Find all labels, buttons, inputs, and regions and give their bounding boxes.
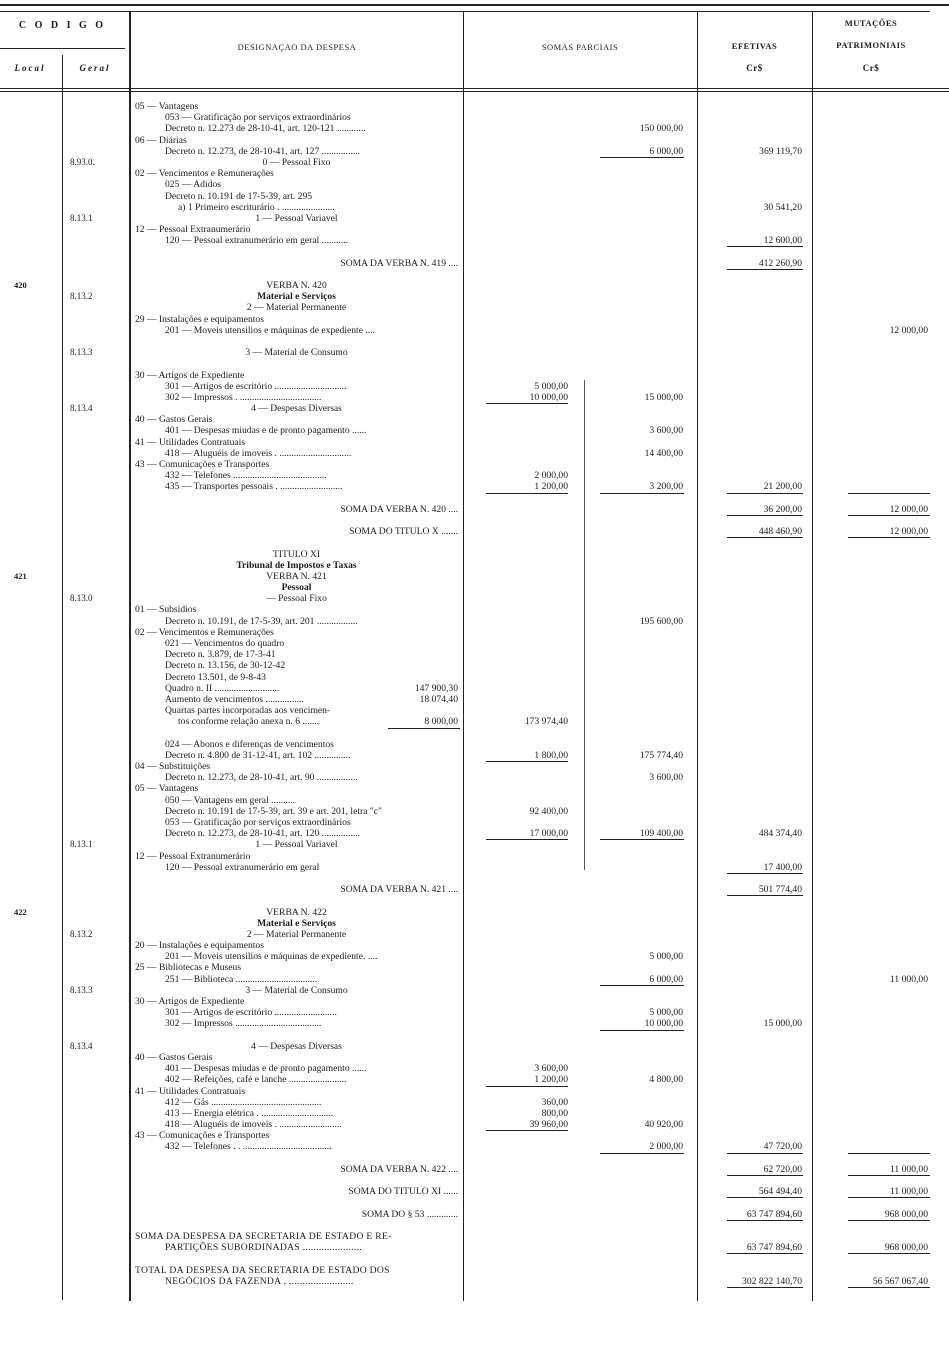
table-row	[0, 146, 949, 157]
partial-sum-2: 175 774,40	[639, 749, 683, 761]
designation: 0 — Pessoal Fixo	[262, 156, 331, 168]
table-row	[0, 907, 949, 918]
designation: 021 — Vencimentos do quadro	[165, 638, 285, 649]
table-row	[0, 414, 949, 425]
designation: 43 — Comunicações e Transportes	[135, 1130, 270, 1142]
header-somas-parciais: SOMAS PARCIAIS	[541, 42, 619, 52]
designation: VERBA N. 421	[266, 570, 327, 582]
designation: 29 — Instalações e equipamentos	[135, 313, 264, 325]
designation: 201 — Moveis utensilios e máquinas de expediente. ....	[165, 951, 378, 963]
table-row	[0, 806, 949, 817]
designation: Decreto n. 10.191, de 17-5-39, art. 201 .................	[165, 615, 358, 627]
header-efetivas-unit: Cr$	[746, 63, 763, 73]
partial-sum-2: 4 800,00	[649, 1074, 683, 1086]
table-row	[0, 1097, 949, 1108]
table-row	[0, 1119, 949, 1130]
spacer-row	[0, 1220, 949, 1231]
partial-sum-2: 3 200,00	[649, 481, 683, 493]
designation: 050 — Vantagens em geral ..........	[165, 794, 296, 806]
designation: 12 — Pessoal Extranumerário	[135, 224, 251, 236]
designation: SOMA DO § 53 .............	[361, 1208, 458, 1220]
table-row	[0, 470, 949, 481]
header-mutacoes: MUTAÇÕES	[844, 18, 898, 28]
table-row	[0, 224, 949, 235]
spacer-row	[0, 493, 949, 504]
partial-sum-1: 173 974,40	[524, 716, 568, 728]
efetivas-value: 47 720,00	[763, 1141, 802, 1153]
designation: 435 — Transportes pessoais . ..........................	[165, 481, 343, 493]
table-row	[0, 1086, 949, 1097]
designation: 3 — Material de Consumo	[245, 984, 348, 996]
geral-code: 8.13.1	[70, 839, 93, 850]
spacer-row	[0, 895, 949, 906]
mutacoes-value: 11 000,00	[889, 1186, 928, 1198]
table-row	[0, 795, 949, 806]
partial-sum-2: 15 000,00	[644, 391, 683, 403]
mutacoes-value: 11 000,00	[889, 1163, 928, 1175]
designation: Decreto n. 13.156, de 30-12-42	[165, 660, 286, 672]
table-row	[0, 940, 949, 951]
designation: 120 — Pessoal extranumerário em geral ...........	[165, 235, 349, 247]
designation: 302 — Impressos . ..................................	[165, 391, 322, 403]
designation: Decreto n. 10.191 de 17-5-39, art. 295	[165, 190, 313, 202]
partial-sum-2: 14 400,00	[644, 447, 683, 459]
designation: SOMA DA DESPESA DA SECRETARIA DE ESTADO E RE-	[135, 1230, 392, 1242]
designation: VERBA N. 420	[266, 280, 327, 291]
table-row	[0, 962, 949, 973]
designation: 024 — Abonos e diferenças de vencimentos	[165, 738, 334, 750]
total-row	[0, 1164, 949, 1175]
table-row	[0, 638, 949, 649]
designation: Material e Serviços	[257, 917, 336, 929]
total-row	[0, 258, 949, 269]
inline-value: 18 074,40	[419, 693, 458, 705]
table-row	[0, 1265, 949, 1276]
partial-sum-2: 3 600,00	[649, 425, 683, 437]
partial-sum-1: 1 200,00	[534, 481, 568, 493]
table-row	[0, 381, 949, 392]
designation: 40 — Gastos Gerais	[135, 1051, 213, 1063]
spacer-row	[0, 728, 949, 739]
table-row	[0, 481, 949, 492]
header-top-rule	[0, 11, 930, 12]
efetivas-value: 12 600,00	[763, 235, 802, 247]
partial-sum-2: 2 000,00	[649, 1141, 683, 1153]
designation: 04 — Substituições	[135, 761, 211, 773]
designation: 40 — Gastos Gerais	[135, 414, 213, 426]
efetivas-value: 62 720,00	[763, 1163, 802, 1175]
table-row	[0, 918, 949, 929]
geral-code: 8.93.0.	[70, 156, 95, 167]
geral-code: 8.13.2	[70, 928, 93, 939]
table-row	[0, 694, 949, 705]
efetivas-value: 21 200,00	[763, 481, 802, 493]
designation: Quartas partes incorporadas aos vencimen-	[165, 705, 331, 717]
designation: 432 — Telefones .......................................	[165, 470, 327, 482]
spacer-row	[0, 336, 949, 347]
header-codigo: C O D I G O	[18, 20, 107, 31]
designation: 12 — Pessoal Extranumerário	[135, 850, 251, 862]
table-row	[0, 985, 949, 996]
designation: 30 — Artigos de Expediente	[135, 369, 245, 381]
table-row	[0, 839, 949, 850]
designation: Decreto n. 12.273, de 28-10-41, art. 120 ................	[165, 828, 361, 840]
designation: 30 — Artigos de Expediente	[135, 996, 245, 1007]
designation: Decreto n. 3.879, de 17-3-41	[165, 649, 276, 661]
designation: 412 — Gás ..............................................	[165, 1096, 322, 1108]
table-row	[0, 1141, 949, 1152]
designation: 418 — Aluguéis de imoveis . ..............................	[165, 447, 352, 459]
table-row	[0, 280, 949, 291]
partial-sum-2: 6 000,00	[649, 145, 683, 157]
table-row	[0, 1063, 949, 1074]
designation: 20 — Instalações e equipamentos	[135, 940, 264, 952]
geral-code: 8.13.4	[70, 1040, 93, 1051]
header-local: Local	[14, 63, 46, 73]
designation: 41 — Utilidades Contratuais	[135, 436, 246, 448]
partial-sum-1: 1 200,00	[534, 1074, 568, 1086]
partial-sum-1: 2 000,00	[534, 470, 568, 482]
geral-code: 8.13.2	[70, 291, 93, 302]
table-row	[0, 202, 949, 213]
table-row	[0, 974, 949, 985]
table-row	[0, 157, 949, 168]
designation: 201 — Moveis utensilios e máquinas de expediente ....	[165, 324, 375, 336]
efetivas-value: 412 260,90	[758, 257, 802, 269]
partial-sum-2: 5 000,00	[649, 951, 683, 963]
partial-sum-1: 360,00	[541, 1096, 568, 1108]
designation: 3 — Material de Consumo	[245, 347, 348, 359]
header-geral: Geral	[79, 63, 111, 73]
designation: 401 — Despesas miudas e de pronto pagamento ......	[165, 1063, 367, 1075]
designation: 413 — Energia elétrica . ..............................	[165, 1107, 334, 1119]
designation: 43 — Comunicações e Transportes	[135, 459, 270, 470]
total-row	[0, 1209, 949, 1220]
spacer-row	[0, 1197, 949, 1208]
spacer-row	[0, 269, 949, 280]
total-rule	[727, 1287, 803, 1288]
partial-sum-1: 5 000,00	[534, 380, 568, 392]
geral-code: 8.13.3	[70, 347, 93, 358]
table-row	[0, 448, 949, 459]
table-row	[0, 1052, 949, 1063]
designation: Decreto n. 4.800 de 31-12-41, art. 102 ...............	[165, 749, 351, 761]
designation: Aumento de vencimentos ................	[165, 693, 304, 705]
table-row	[0, 750, 949, 761]
efetivas-value: 63 747 894,60	[746, 1208, 802, 1220]
designation: Decreto n. 12.273, de 28-10-41, art. 127 ................	[165, 145, 361, 157]
designation: 2 — Material Permanente	[246, 928, 347, 940]
table-row	[0, 425, 949, 436]
table-row	[0, 179, 949, 190]
designation: a) 1 Primeiro escriturário . ......................	[178, 201, 335, 213]
mutacoes-value: 12 000,00	[889, 503, 928, 515]
table-row	[0, 862, 949, 873]
table-row	[0, 123, 949, 134]
designation: 02 — Vencimentos e Remunerações	[135, 626, 274, 638]
header-efetivas: EFETIVAS	[731, 41, 778, 51]
table-row	[0, 1231, 949, 1242]
efetivas-value: 63 747 894,60	[746, 1242, 802, 1254]
table-row	[0, 403, 949, 414]
efetivas-value: 17 400,00	[763, 861, 802, 873]
inline-value: 8 000,00	[424, 716, 458, 728]
designation: Pessoal	[281, 582, 312, 594]
designation: tos conforme relação anexa n. 6 .......	[178, 716, 320, 728]
partial-sum-2: 10 000,00	[644, 1018, 683, 1030]
designation: PARTIÇÕES SUBORDINADAS ......................	[165, 1242, 363, 1254]
designation: 301 — Artigos de escritório ..........................	[165, 1007, 337, 1019]
efetivas-value: 369 119,70	[759, 145, 802, 157]
designation: Decreto n. 12.273 de 28-10-41, art. 120-121 ............	[165, 123, 366, 135]
total-row	[0, 1186, 949, 1197]
designation: Decreto n. 12.273, de 28-10-41, art. 90 .................	[165, 772, 358, 784]
mutacoes-value: 12 000,00	[889, 526, 928, 538]
efetivas-value: 448 460,90	[758, 526, 802, 538]
designation: 302 — Impressos ....................................	[165, 1018, 322, 1030]
designation: 120 — Pessoal extranumerário em geral	[165, 861, 320, 873]
codigo-divider	[0, 48, 125, 49]
table-row	[0, 314, 949, 325]
table-row	[0, 828, 949, 839]
designation: 25 — Bibliotecas e Museus	[135, 962, 242, 974]
table-row	[0, 560, 949, 571]
designation: 053 — Gratificação por serviços extraordinários	[165, 817, 351, 828]
table-row	[0, 761, 949, 772]
mutacoes-value: 968 000,00	[884, 1208, 928, 1220]
spacer-row	[0, 1030, 949, 1041]
total-rule	[848, 1287, 930, 1288]
table-row	[0, 135, 949, 146]
table-row	[0, 325, 949, 336]
table-row	[0, 851, 949, 862]
mutacoes-value: 12 000,00	[889, 324, 928, 336]
geral-code: 8.13.4	[70, 403, 93, 414]
total-row	[0, 504, 949, 515]
table-row	[0, 616, 949, 627]
partial-sum-2: 195 600,00	[639, 615, 683, 627]
designation: 301 — Artigos de escritório ..............................	[165, 380, 347, 392]
table-row	[0, 951, 949, 962]
table-row	[0, 1074, 949, 1085]
header-bottom-rule	[0, 88, 949, 89]
table-row	[0, 772, 949, 783]
partial-sum-2: 6 000,00	[649, 973, 683, 985]
efetivas-value: 30 541,20	[763, 201, 802, 213]
efetivas-value: 484 374,40	[758, 828, 802, 840]
table-row	[0, 649, 949, 660]
table-row	[0, 660, 949, 671]
designation: Decreto n. 10.191 de 17-5-39, art. 39 e art. 201, letra "c"	[165, 805, 382, 817]
expense-table-body	[0, 101, 949, 1287]
spacer-row	[0, 537, 949, 548]
designation: Material e Serviços	[257, 291, 336, 303]
designation: Tribunal de Impostos e Taxas	[236, 559, 357, 571]
partial-sum-2: 3 600,00	[649, 772, 683, 784]
geral-code: 8.13.1	[70, 212, 93, 223]
designation: 01 — Subsidios	[135, 604, 197, 616]
partial-sum-1: 92 400,00	[529, 805, 568, 817]
header-patrimoniais: PATRIMONIAIS	[836, 40, 906, 50]
mutacoes-value: 968 000,00	[884, 1242, 928, 1254]
table-row	[0, 291, 949, 302]
table-row	[0, 1108, 949, 1119]
table-row	[0, 705, 949, 716]
designation: NEGÓCIOS DA FAZENDA . ........................	[165, 1275, 354, 1287]
partial-sum-2: 109 400,00	[639, 828, 683, 840]
table-row	[0, 168, 949, 179]
designation: SOMA DA VERBA N. 421 ....	[340, 884, 458, 896]
table-row	[0, 112, 949, 123]
table-row	[0, 191, 949, 202]
partial-sum-2: 40 920,00	[644, 1119, 683, 1131]
table-row	[0, 672, 949, 683]
header-designacao: DESIGNAÇAO DA DESPESA	[237, 42, 357, 52]
designation: 053 — Gratificação por serviços extraordinários	[165, 112, 351, 124]
table-row	[0, 627, 949, 638]
table-row	[0, 683, 949, 694]
designation: Decreto 13.501, de 9-8-43	[165, 671, 266, 683]
designation: SOMA DO TITULO XI ......	[348, 1186, 458, 1198]
designation: 025 — Adidos	[165, 179, 221, 191]
designation: 2 — Material Permanente	[246, 302, 347, 314]
table-row	[0, 996, 949, 1007]
designation: 06 — Diárias	[135, 134, 187, 146]
table-row	[0, 347, 949, 358]
top-rule	[0, 4, 949, 6]
partial-sum-1: 17 000,00	[529, 828, 568, 840]
efetivas-value: 36 200,00	[763, 503, 802, 515]
designation: 02 — Vencimentos e Remunerações	[135, 168, 274, 180]
table-row	[0, 593, 949, 604]
spacer-row	[0, 1253, 949, 1264]
table-row	[0, 213, 949, 224]
total-row	[0, 884, 949, 895]
designation: 418 — Aluguéis de imoveis . ..........................	[165, 1119, 342, 1131]
efetivas-value: 501 774,40	[758, 884, 802, 896]
partial-sum-1: 1 800,00	[534, 749, 568, 761]
table-row	[0, 571, 949, 582]
table-row	[0, 739, 949, 750]
designation: TITULO XI	[272, 548, 321, 560]
designation: 41 — Utilidades Contratuais	[135, 1085, 246, 1097]
header-mutacoes-unit: Cr$	[862, 63, 880, 73]
header-bottom-rule-2	[0, 91, 949, 92]
local-code: 420	[14, 280, 27, 290]
partial-sum-2: 5 000,00	[649, 1007, 683, 1019]
table-row	[0, 1130, 949, 1141]
designation: 05 — Vantagens	[135, 101, 199, 112]
efetivas-value: 15 000,00	[763, 1018, 802, 1030]
table-row	[0, 1041, 949, 1052]
partial-sum-1: 800,00	[541, 1107, 568, 1119]
designation: 251 — Biblioteca ..................................	[165, 973, 318, 985]
total-row	[0, 526, 949, 537]
designation: SOMA DA VERBA N. 419 ....	[340, 257, 458, 269]
designation: SOMA DA VERBA N. 420 ....	[340, 503, 458, 515]
table-row	[0, 437, 949, 448]
spacer-row	[0, 1175, 949, 1186]
spacer-row	[0, 873, 949, 884]
designation: 05 — Vantagens	[135, 783, 199, 795]
table-row	[0, 604, 949, 615]
designation: TOTAL DA DESPESA DA SECRETARIA DE ESTADO DOS	[135, 1264, 390, 1276]
designation: 402 — Refeições, café e lanche ........................	[165, 1074, 347, 1086]
table-row	[0, 929, 949, 940]
efetivas-value: 564 494,40	[758, 1186, 802, 1198]
table-row	[0, 392, 949, 403]
partial-sum-2: 150 000,00	[639, 123, 683, 135]
table-row	[0, 101, 949, 112]
partial-sum-1: 39 960,00	[529, 1119, 568, 1131]
table-row	[0, 1018, 949, 1029]
inline-value: 147 900,30	[414, 682, 458, 694]
table-row	[0, 459, 949, 470]
geral-code: 8.13.3	[70, 984, 93, 995]
designation: SOMA DA VERBA N. 422 ....	[340, 1163, 458, 1175]
table-row	[0, 783, 949, 794]
mutacoes-value: 56 567 067,40	[872, 1275, 928, 1287]
designation: Quadro n. II ...........................	[165, 682, 280, 694]
geral-code: 8.13.0	[70, 593, 93, 604]
designation: 4 — Despesas Diversas	[251, 403, 342, 415]
partial-sum-1: 3 600,00	[534, 1063, 568, 1075]
designation: 432 — Telefones . . .....................................	[165, 1141, 332, 1153]
designation: SOMA DO TITULO X .......	[349, 526, 458, 538]
table-row	[0, 549, 949, 560]
spacer-row	[0, 246, 949, 257]
mutacoes-value: 11 000,00	[889, 973, 928, 985]
table-row	[0, 1007, 949, 1018]
partial-sum-1: 10 000,00	[529, 391, 568, 403]
designation: 1 — Pessoal Variavel	[255, 212, 338, 224]
spacer-row	[0, 515, 949, 526]
designation: 1 — Pessoal Variavel	[255, 839, 338, 851]
table-row	[0, 302, 949, 313]
efetivas-value: 302 822 140,70	[742, 1275, 802, 1287]
designation: 4 — Despesas Diversas	[251, 1040, 342, 1052]
table-row	[0, 582, 949, 593]
table-row	[0, 1276, 949, 1287]
table-row	[0, 817, 949, 828]
table-row	[0, 370, 949, 381]
local-code: 421	[14, 570, 27, 581]
spacer-row	[0, 358, 949, 369]
designation: VERBA N. 422	[266, 906, 327, 918]
table-row	[0, 235, 949, 246]
table-row	[0, 1242, 949, 1253]
spacer-row	[0, 1153, 949, 1164]
designation: — Pessoal Fixo	[266, 593, 327, 605]
designation: 401 — Despesas miudas e de pronto pagamento ......	[165, 425, 367, 437]
local-code: 422	[14, 906, 27, 917]
table-row	[0, 716, 949, 727]
